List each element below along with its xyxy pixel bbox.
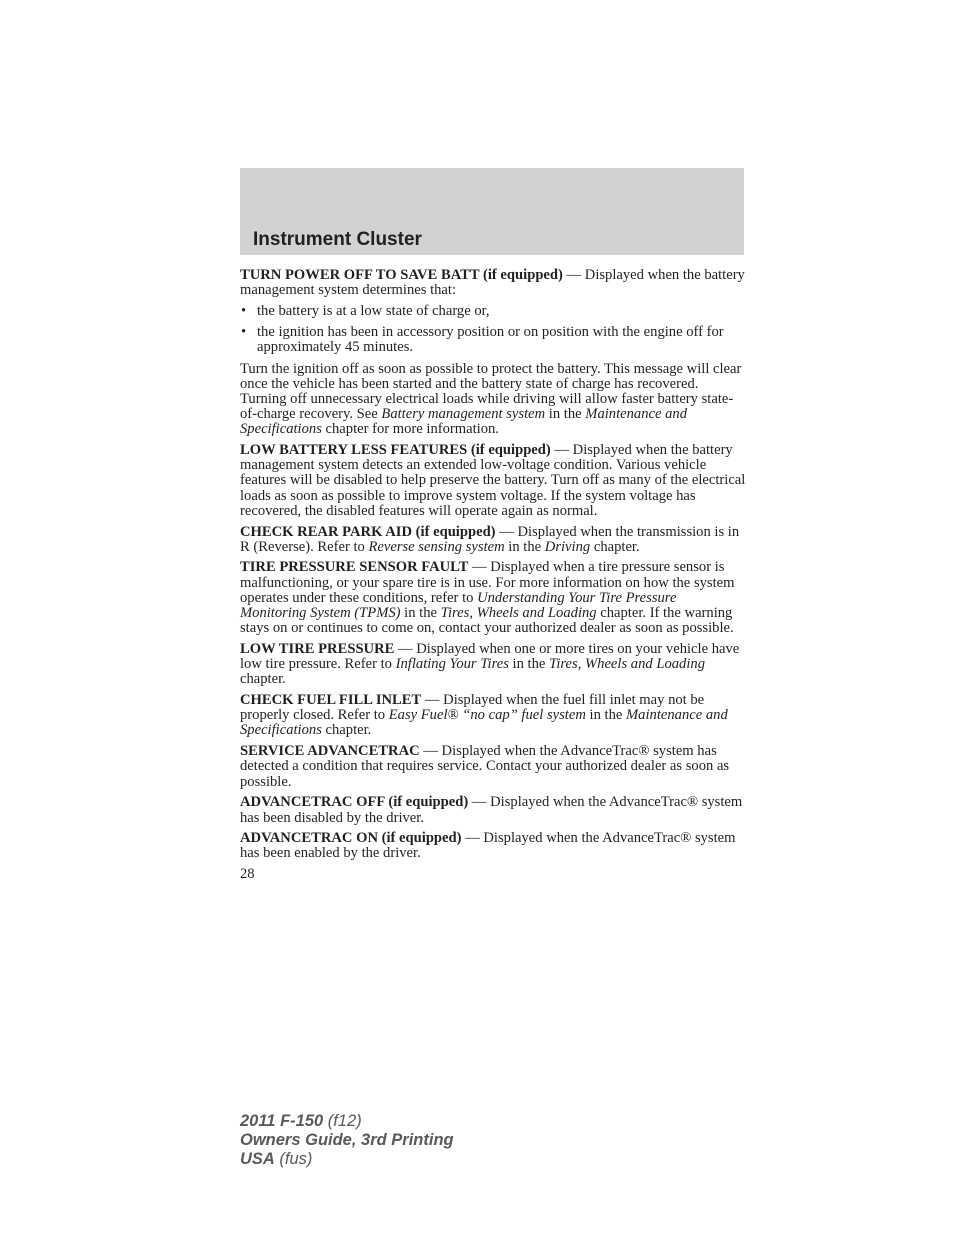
footer-line-guide: Owners Guide, 3rd Printing <box>240 1131 454 1149</box>
entry-text: chapter. <box>240 671 286 688</box>
entry-term: CHECK FUEL FILL INLET <box>240 692 422 709</box>
entry-term: ADVANCETRAC ON (if equipped) <box>240 830 462 847</box>
entry-text: chapter. <box>321 722 372 739</box>
paragraph-text: in the <box>545 406 586 423</box>
bullet-icon: • <box>241 324 247 341</box>
footer-market: USA <box>240 1150 275 1168</box>
entry-text: — Displayed when the AdvanceTrac® system has been disabled by the driver. <box>240 794 743 826</box>
entry-text: — Displayed when a tire pressure sensor is malfunctioning, or your spare tire is in use. For more information on how the system operates under these conditions, refer to <box>240 559 735 606</box>
cross-reference: Driving <box>544 538 591 555</box>
entry-text: in the <box>585 707 627 724</box>
footer-line-market <box>240 1150 454 1169</box>
cross-reference: Maintenance and Specifications <box>240 406 688 438</box>
cross-reference: Easy Fuel® “no cap” fuel system <box>388 707 586 724</box>
cross-reference: Tires, Wheels and Loading <box>549 656 705 673</box>
entry-text: — Displayed when one or more tires on your vehicle have low tire pressure. Refer to <box>240 640 740 673</box>
entry-term: TURN POWER OFF TO SAVE BATT (if equipped) <box>240 267 563 283</box>
entry-advancetrac-off <box>240 795 746 825</box>
entry-text: — Displayed when the AdvanceTrac® system has been enabled by the driver. <box>240 830 736 862</box>
bullet-text: the ignition has been in accessory position or on position with the engine off for approximately 45 minutes. <box>257 324 724 356</box>
cross-reference: Understanding Your Tire Pressure Monitoring System (TPMS) <box>240 589 677 622</box>
entry-text: in the <box>504 538 545 555</box>
entry-text: — Displayed when the battery management system detects an extended low-voltage condition. Various vehicle features will be disabled to help preserve the battery. Turn off as many of the electrical loads as soon as possible to improve system voltage. If the system voltage has recovered, the disabled features will operate again as normal. <box>240 442 746 519</box>
section-header-band <box>240 168 744 255</box>
entry-low-tire-pressure <box>240 642 746 688</box>
entry-text: — Displayed when the battery management system determines that: <box>240 267 745 299</box>
cross-reference: Maintenance and Specifications <box>240 707 728 739</box>
entry-text: chapter. If the warning stays on or continues to come on, contact your authorized dealer as soon as possible. <box>240 605 734 637</box>
cross-reference: Reverse sensing system <box>368 538 505 555</box>
entry-advancetrac-on <box>240 831 746 861</box>
battery-paragraph <box>240 362 746 438</box>
cross-reference: Tires, Wheels and Loading <box>440 605 597 622</box>
entry-term: SERVICE ADVANCETRAC <box>240 743 420 760</box>
entry-text: in the <box>400 605 441 622</box>
cross-reference: Battery management system <box>381 406 546 423</box>
document-footer <box>240 1112 454 1169</box>
entry-rear-park-aid <box>240 525 746 555</box>
paragraph-text: chapter for more information. <box>321 421 499 438</box>
entry-term: LOW BATTERY LESS FEATURES (if equipped) <box>240 442 551 459</box>
entry-term: ADVANCETRAC OFF (if equipped) <box>240 794 469 811</box>
entry-text: chapter. <box>590 538 640 555</box>
entry-tire-sensor-fault <box>240 560 746 636</box>
footer-line-model <box>240 1112 454 1131</box>
entry-low-battery <box>240 443 746 519</box>
entry-turn-power-off <box>240 268 746 298</box>
entry-term: TIRE PRESSURE SENSOR FAULT <box>240 559 469 576</box>
bullet-list <box>240 304 746 356</box>
entry-fuel-fill-inlet <box>240 693 746 739</box>
entry-term: LOW TIRE PRESSURE <box>240 640 395 657</box>
list-item <box>240 325 746 355</box>
cross-reference: Inflating Your Tires <box>395 656 509 673</box>
entry-text: — Displayed when the AdvanceTrac® system has detected a condition that requires service. Contact your authorized dealer as soon as possible. <box>240 743 730 790</box>
entry-term: CHECK REAR PARK AID (if equipped) <box>240 523 496 540</box>
bullet-text: the battery is at a low state of charge or, <box>257 302 490 319</box>
entry-text: in the <box>508 656 550 673</box>
entry-text: — Displayed when the transmission is in R (Reverse). Refer to <box>240 523 740 555</box>
entry-service-advancetrac <box>240 744 746 790</box>
footer-model-code: (f12) <box>323 1112 362 1130</box>
section-title: Instrument Cluster <box>253 229 422 250</box>
page-content <box>240 268 746 882</box>
footer-model: 2011 F-150 <box>240 1112 324 1130</box>
entry-text: — Displayed when the fuel fill inlet may not be properly closed. Refer to <box>240 692 705 724</box>
paragraph-text: Turn the ignition off as soon as possible to protect the battery. This message will clear once the vehicle has been started and the battery state of charge has recovered. Turning off unnecessary electrical loads while driving will allow faster battery state-of-charge recovery. See <box>240 360 742 423</box>
bullet-icon: • <box>241 302 247 319</box>
page-number: 28 <box>240 866 255 883</box>
list-item <box>240 304 746 319</box>
footer-market-code: (fus) <box>274 1150 313 1168</box>
